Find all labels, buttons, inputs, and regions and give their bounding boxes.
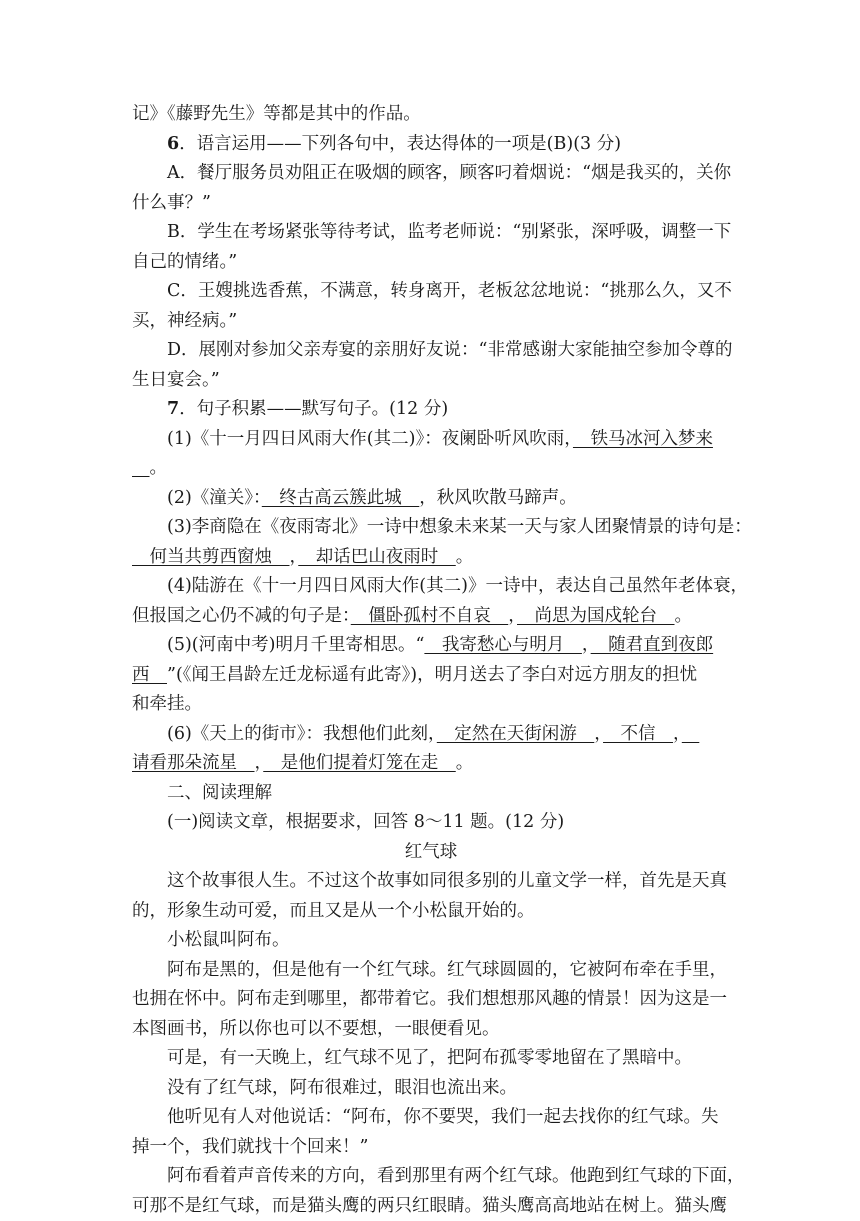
paragraph-line: 小松鼠叫阿布。 [132,926,730,956]
punct: ， [594,724,603,744]
sentence-4: (4)陆游在《十一月四日风雨大作(其二)》一诗中，表达自己虽然年老体衰， [132,572,730,602]
sentence-prompt: 但报国之心仍不减的句子是： [132,606,351,626]
paragraph-line: 可那不是红气球，而是猫头鹰的两只红眼睛。猫头鹰高高地站在树上。猫头鹰 [132,1192,730,1221]
punct: ， [508,606,517,626]
answer-blank: 却话巴山夜雨时 [298,547,456,567]
option-a-line2: 什么事？” [132,189,730,219]
article-title: 红气球 [132,838,730,868]
option-c-line2: 买，神经病。” [132,307,730,337]
paragraph-line: 这个故事很人生。不过这个故事如同很多别的儿童文学一样，首先是天真 [132,867,730,897]
punct: ， [582,635,591,655]
paragraph-line: 也拥在怀中。阿布走到哪里，都带着它。我们想想那风趣的情景！因为这是一 [132,985,730,1015]
question-number: 7 [167,399,179,419]
text-line: 记》《藤野先生》等都是其中的作品。 [132,100,730,130]
sentence-2 [132,484,730,514]
answer-blank: 我寄愁心与明月 [424,635,582,655]
punct: 。 [675,606,693,626]
option-d-line1: D．展刚对参加父亲寿宴的亲朋好友说：“非常感谢大家能抽空参加令尊的 [132,336,730,366]
answer-blank: 定然在天街闲游 [437,724,595,744]
punct: 。 [456,753,474,773]
sentence-4-answers [132,602,730,632]
answer-blank: 铁马冰河入梦来 [573,429,713,449]
answer-blank [682,724,700,744]
sentence-text: ”(《闻王昌龄左迁龙标遥有此寄》)，明月送去了李白对远方朋友的担忧 [167,665,697,685]
sentence-6-cont [132,749,730,779]
option-a-line1: A．餐厅服务员劝阻正在吸烟的顾客，顾客叼着烟说：“烟是我买的，关你 [132,159,730,189]
answer-blank: 随君直到夜郎 [591,635,714,655]
reading-instructions: (一)阅读文章，根据要求，回答 8～11 题。(12 分) [132,808,730,838]
question-7 [132,395,730,425]
sentence-5-cont [132,661,730,691]
punct: ， [673,724,682,744]
paragraph-line: 可是，有一天晚上，红气球不见了，把阿布孤零零地留在了黑暗中。 [132,1044,730,1074]
punct: ， [255,753,264,773]
paragraph-line: 阿布看着声音传来的方向，看到那里有两个红气球。他跑到红气球的下面， [132,1162,730,1192]
sentence-prompt: (5)(河南中考)明月千里寄相思。“ [167,635,424,655]
answer-blank: 西 [132,665,167,685]
question-6 [132,130,730,160]
sentence-prompt: (2)《潼关》： [167,488,262,508]
answer-blank: 何当共剪西窗烛 [132,547,290,567]
paragraph-line: 本图画书，所以你也可以不要想，一眼便看见。 [132,1015,730,1045]
option-c-line1: C．王嫂挑选香蕉，不满意，转身离开，老板忿忿地说：“挑那么久，又不 [132,277,730,307]
sentence-1-cont [132,454,730,484]
paragraph-line: 他听见有人对他说话：“阿布，你不要哭，我们一起去找你的红气球。失 [132,1103,730,1133]
answer-blank: 僵卧孤村不自哀 [351,606,509,626]
question-text: ．句子积累——默写句子。(12 分) [179,399,448,419]
question-number: 6 [167,134,179,154]
paragraph-line: 掉一个，我们就找十个回来！” [132,1133,730,1163]
punct: 。 [150,458,168,478]
sentence-text: ，秋风吹散马蹄声。 [419,488,577,508]
punct: 。 [456,547,474,567]
question-text: ．语言运用——下列各句中，表达得体的一项是(B)(3 分) [179,134,621,154]
sentence-6 [132,720,730,750]
paragraph-line: 阿布是黑的，但是他有一个红气球。红气球圆圆的，它被阿布牵在手里， [132,956,730,986]
sentence-5 [132,631,730,661]
paragraph-line: 没有了红气球，阿布很难过，眼泪也流出来。 [132,1074,730,1104]
option-b-line2: 自己的情绪。” [132,248,730,278]
sentence-3-answers [132,543,730,573]
option-b-line1: B．学生在考场紧张等待考试，监考老师说：“别紧张，深呼吸，调整一下 [132,218,730,248]
answer-blank: 终古高云簇此城 [262,488,420,508]
sentence-prompt: (6)《天上的街市》：我想他们此刻， [167,724,437,744]
sentence-1 [132,425,730,455]
sentence-5-end: 和牵挂。 [132,690,730,720]
answer-blank: 是他们提着灯笼在走 [263,753,456,773]
answer-blank: 尚思为国戍轮台 [517,606,675,626]
option-d-line2: 生日宴会。” [132,366,730,396]
sentence-prompt: (1)《十一月四日风雨大作(其二)》：夜阑卧听风吹雨， [167,429,573,449]
answer-blank [132,458,150,478]
sentence-3: (3)李商隐在《夜雨寄北》一诗中想象未来某一天与家人团聚情景的诗句是： [132,513,730,543]
answer-blank: 请看那朵流星 [132,753,255,773]
punct: ， [290,547,299,567]
paragraph-line: 的，形象生动可爱，而且又是从一个小松鼠开始的。 [132,897,730,927]
section-heading: 二、阅读理解 [132,779,730,809]
answer-blank: 不信 [603,724,673,744]
